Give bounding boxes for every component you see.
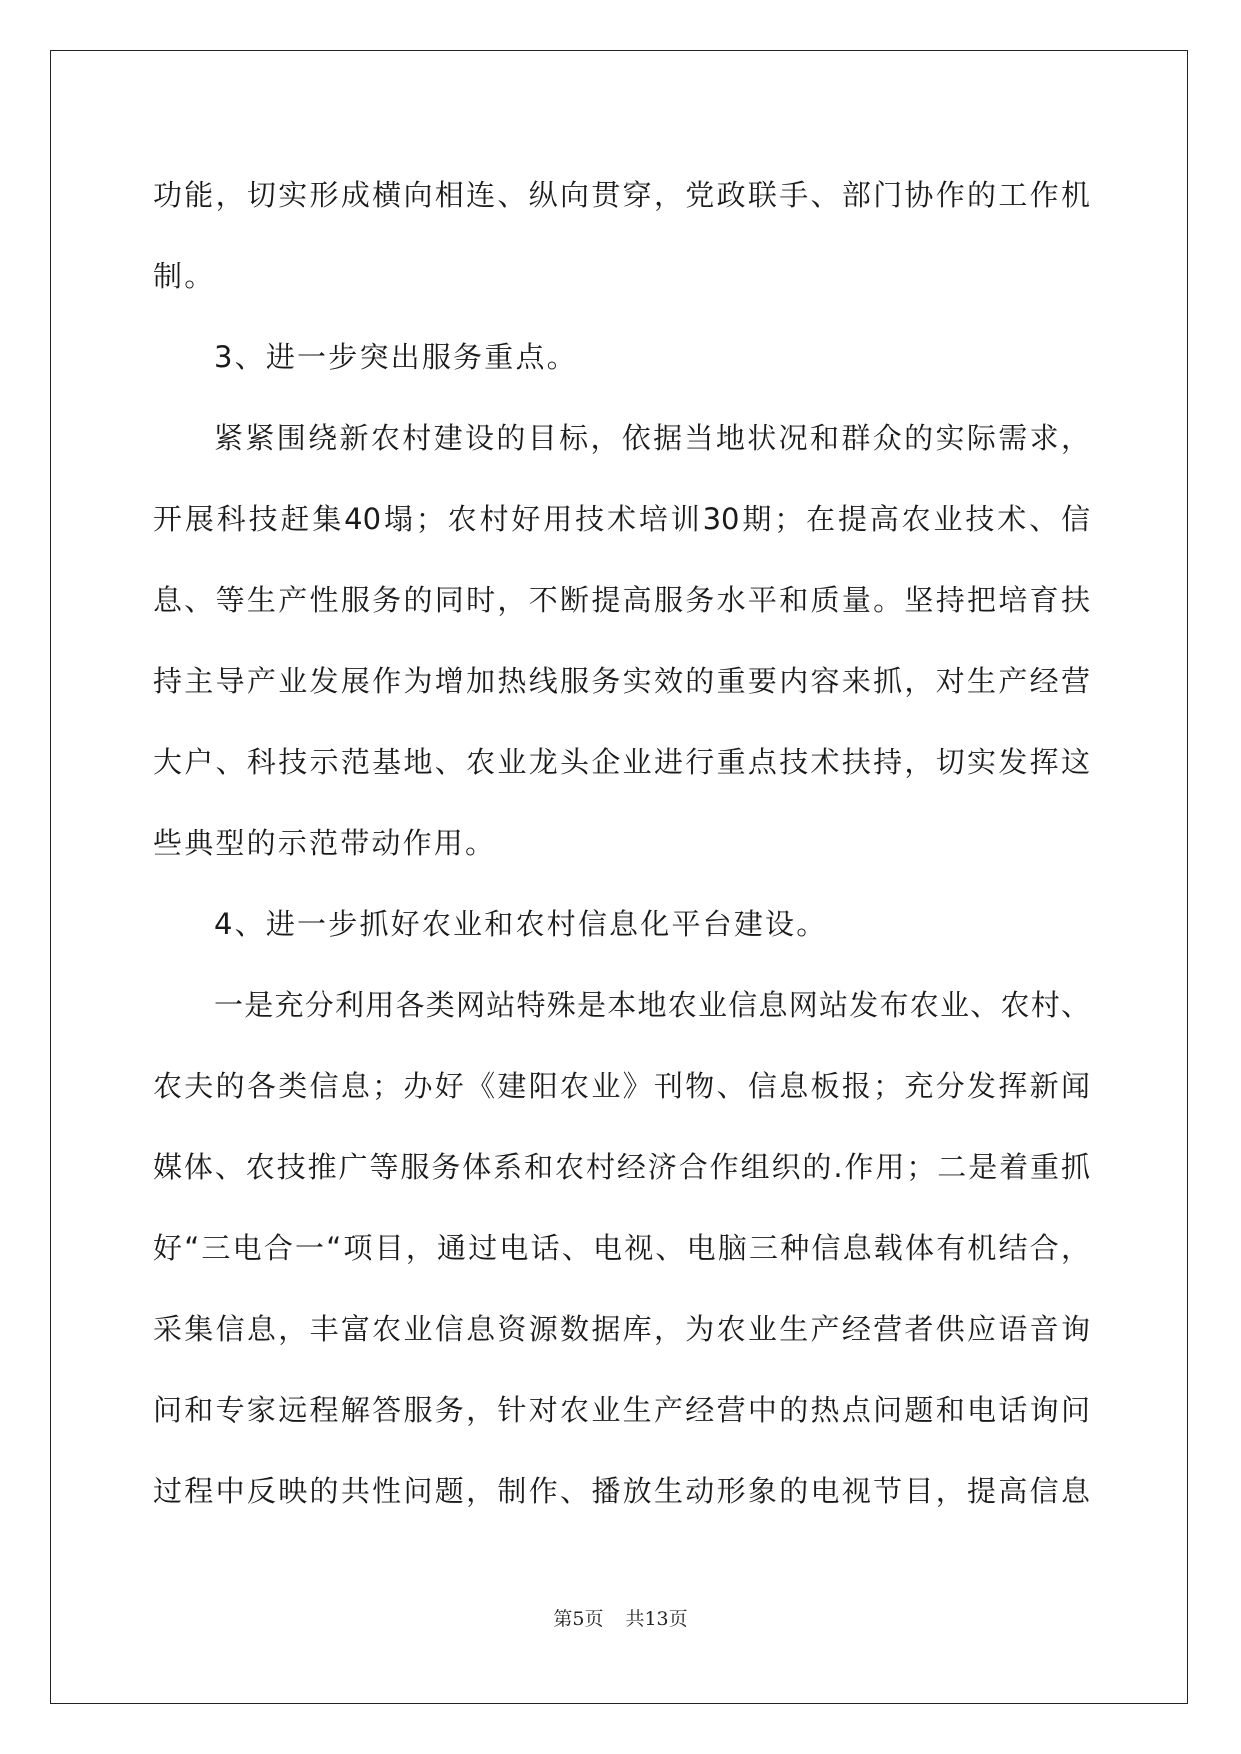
page-footer [0, 1607, 1241, 1631]
paragraph-line: 大户、科技示范基地、农业龙头企业进行重点技术扶持，切实发挥这 [153, 745, 1090, 779]
paragraph-line: 持主导产业发展作为增加热线服务实效的重要内容来抓，对生产经营 [153, 664, 1090, 698]
paragraph-line: 过程中反映的共性问题，制作、播放生动形象的电视节目，提高信息 [153, 1474, 1090, 1508]
paragraph-line: 息、等生产性服务的同时，不断提高服务水平和质量。坚持把培育扶 [153, 583, 1090, 617]
paragraph-line: 功能，切实形成横向相连、纵向贯穿，党政联手、部门协作的工作机 [153, 178, 1090, 212]
page-number: 第5页 [553, 1608, 604, 1630]
paragraph-line: 些典型的示范带动作用。 [153, 826, 497, 860]
paragraph-line: 开展科技赶集40塌；农村好用技术培训30期；在提高农业技术、信 [153, 502, 1090, 536]
paragraph-line: 制。 [153, 259, 216, 293]
paragraph-line: 问和专家远程解答服务，针对农业生产经营中的热点问题和电话询问 [153, 1393, 1090, 1427]
paragraph-line: 农夫的各类信息；办好《建阳农业》刊物、信息板报；充分发挥新闻 [153, 1069, 1090, 1103]
section-heading: 4、进一步抓好农业和农村信息化平台建设。 [214, 907, 828, 941]
paragraph-line: 一是充分利用各类网站特殊是本地农业信息网站发布农业、农村、 [214, 988, 1090, 1022]
paragraph-line: 媒体、农技推广等服务体系和农村经济合作组织的.作用；二是着重抓 [153, 1150, 1090, 1184]
paragraph-line: 紧紧围绕新农村建设的目标，依据当地状况和群众的实际需求， [214, 421, 1090, 455]
paragraph-line: 好“三电合一“项目，通过电话、电视、电脑三种信息载体有机结合， [153, 1231, 1090, 1265]
paragraph-line: 采集信息，丰富农业信息资源数据库，为农业生产经营者供应语音询 [153, 1312, 1090, 1346]
section-heading: 3、进一步突出服务重点。 [214, 340, 578, 374]
document-body [153, 155, 1090, 1532]
page-total: 共13页 [625, 1608, 688, 1630]
